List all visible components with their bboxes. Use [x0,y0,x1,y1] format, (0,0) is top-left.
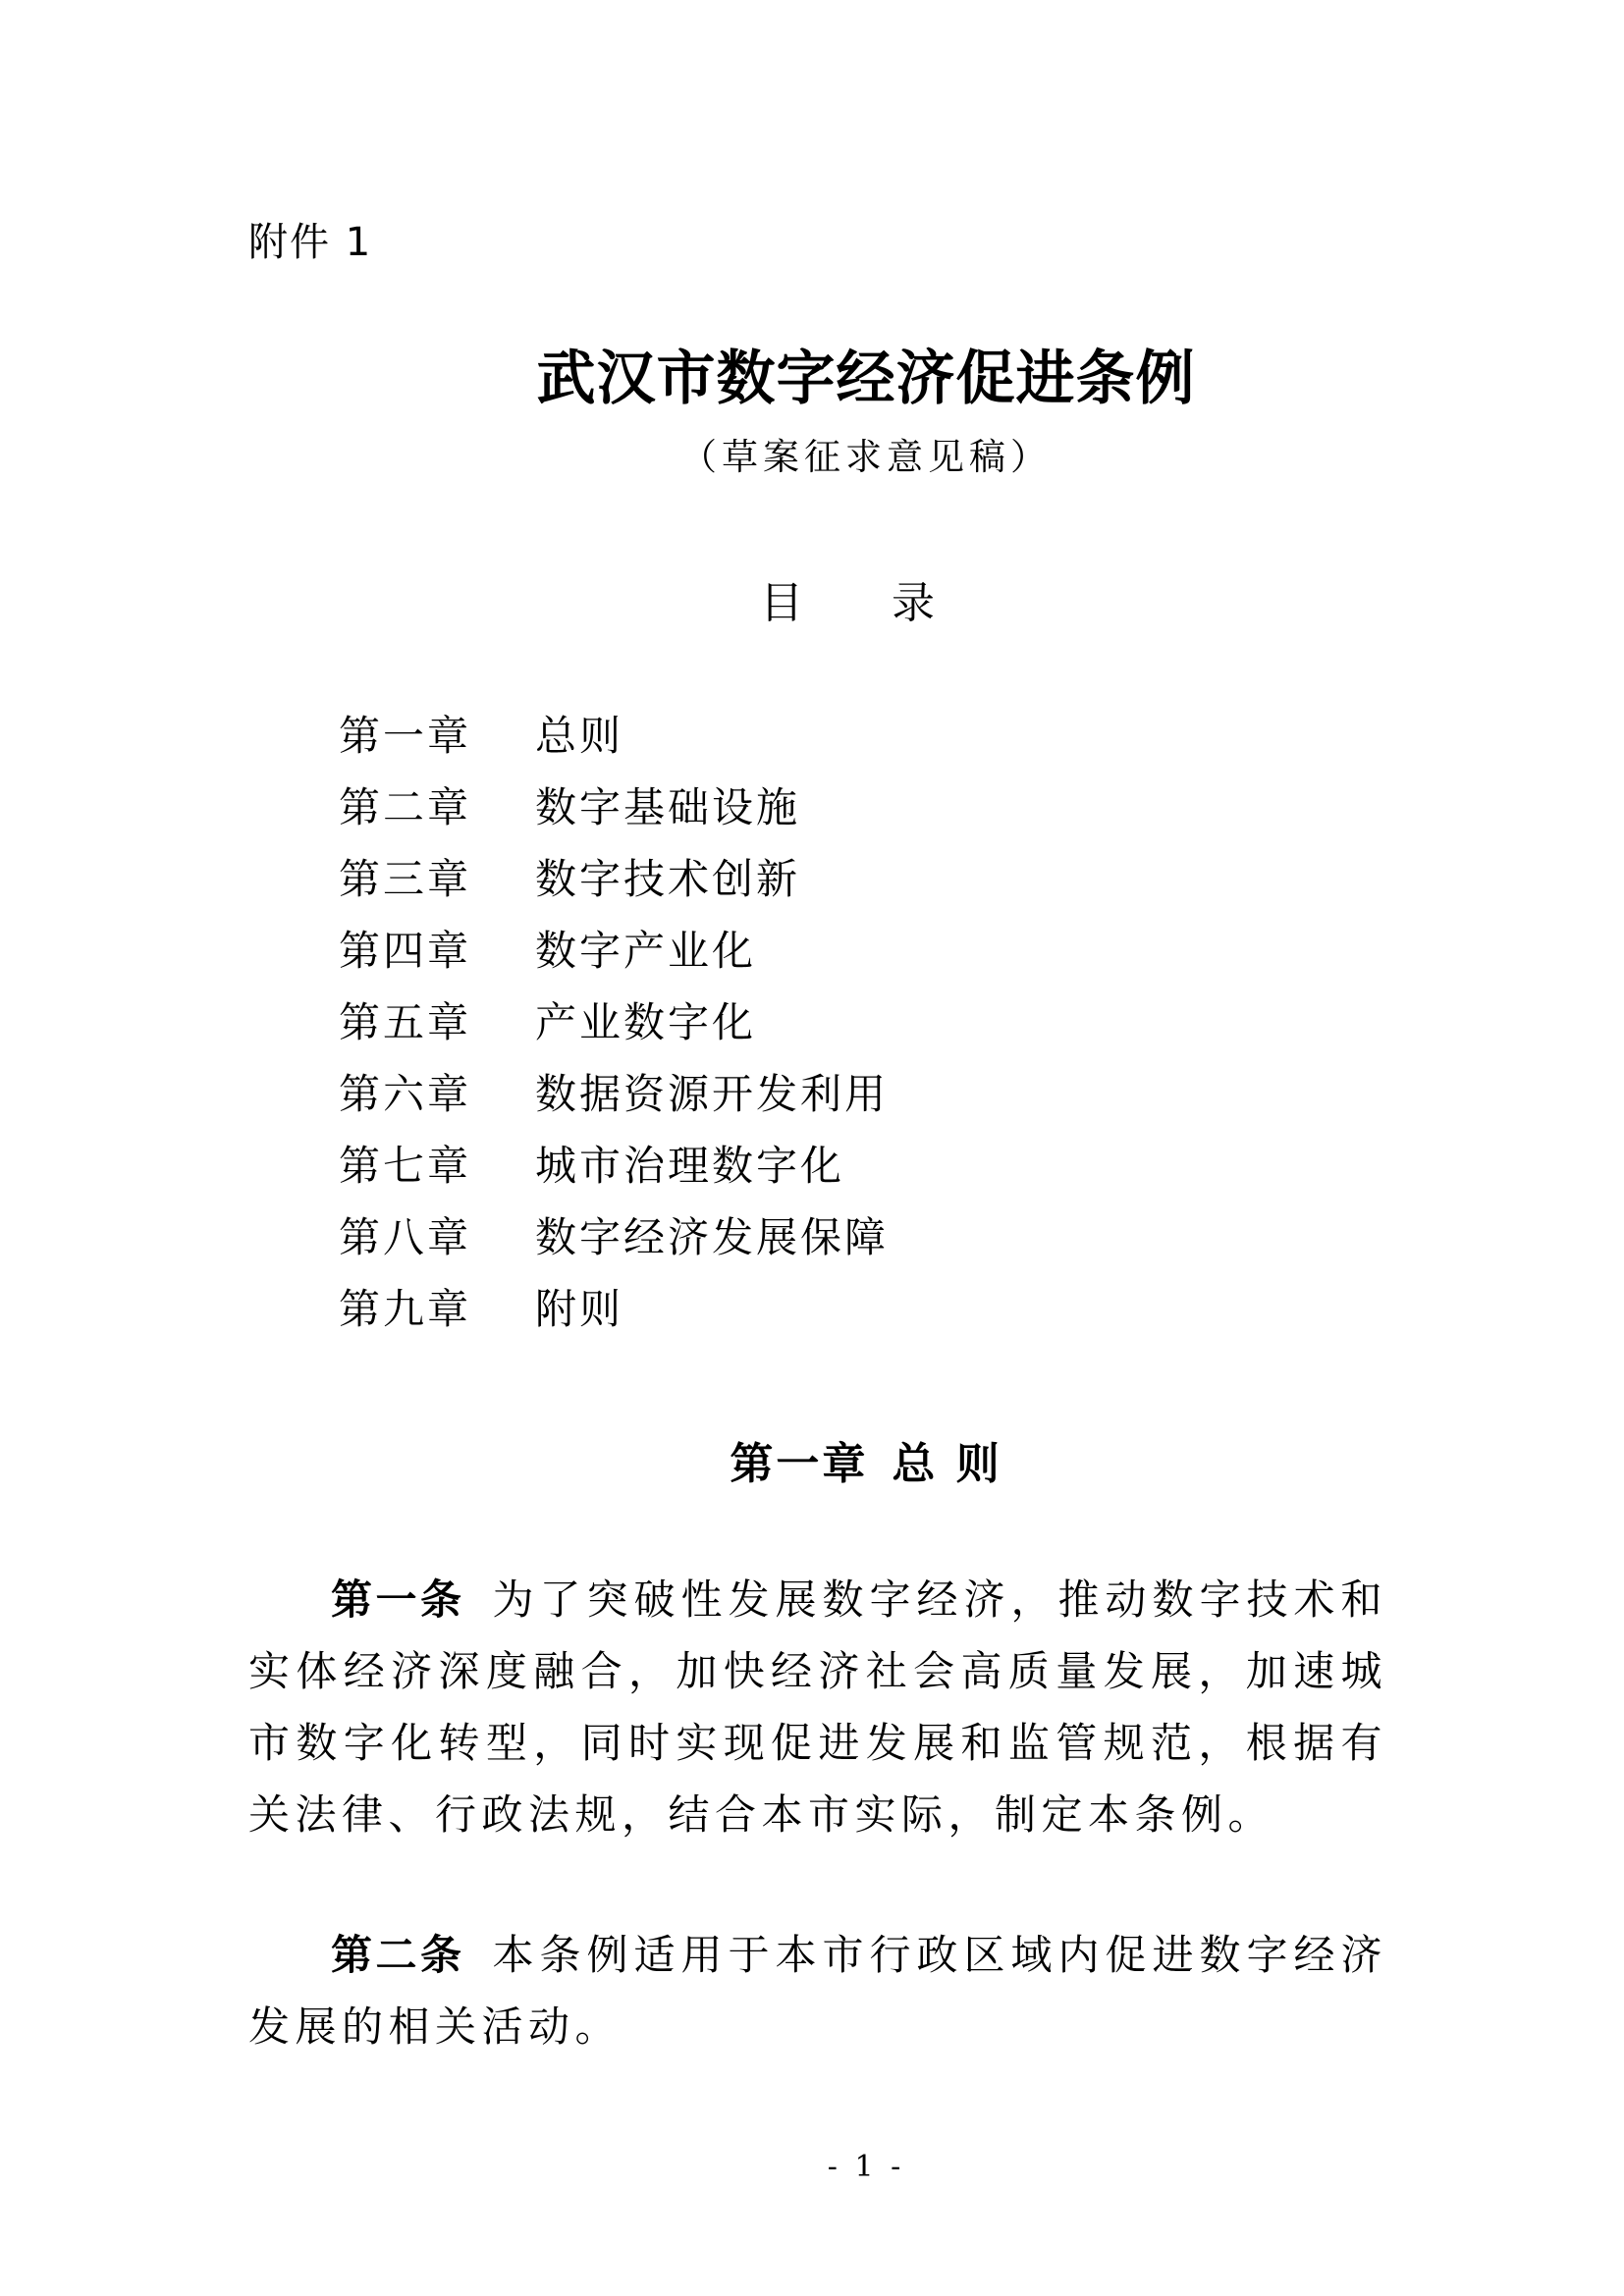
chapter-number: 第一章 [730,1439,869,1489]
toc-chapter-name: 数据资源开发利用 [535,1070,890,1118]
chapter-name: 总 则 [892,1439,1002,1489]
toc-item [339,1210,889,1282]
document-title: 武汉市数字经济促进条例 [536,345,1196,413]
toc-chapter-name: 数字技术创新 [535,855,801,903]
toc-chapter-number: 第一章 [339,712,472,760]
article-text: 为了突破性发展数字经济，推动数字技术和实体经济深度融合，加快经济社会高质量发展，加速城市数字化转型，同时实现促进发展和监管规范，根据有关法律、行政法规，结合本市实际，制定本条例。 [248,1575,1387,1839]
attachment-label: 附件 1 [248,220,373,265]
toc-chapter-name: 附则 [535,1285,624,1333]
toc-heading: 目 录 [760,578,972,628]
toc-chapter-number: 第五章 [339,998,472,1046]
toc-chapter-number: 第四章 [339,927,472,975]
toc-item [339,852,889,924]
table-of-contents [339,709,889,1354]
toc-item [339,1067,889,1139]
page-number: - 1 - [827,2150,905,2184]
toc-item [339,924,889,995]
toc-item [339,709,889,780]
toc-chapter-number: 第七章 [339,1142,472,1190]
toc-chapter-name: 数字产业化 [535,927,757,975]
toc-item [339,780,889,852]
article-text: 本条例适用于本市行政区域内促进数字经济发展的相关活动。 [248,1931,1387,2051]
toc-chapter-number: 第八章 [339,1213,472,1261]
toc-item [339,995,889,1067]
document-subtitle: （草案征求意见稿） [680,436,1052,478]
toc-chapter-number: 第二章 [339,783,472,831]
toc-chapter-number: 第九章 [339,1285,472,1333]
toc-chapter-name: 产业数字化 [535,998,757,1046]
article-lead: 第一条 [331,1575,465,1624]
toc-chapter-name: 数字基础设施 [535,783,801,831]
toc-chapter-number: 第六章 [339,1070,472,1118]
article-paragraph [248,1564,1387,1850]
article-paragraph [248,1919,1387,2062]
toc-item [339,1139,889,1210]
chapter-heading [0,1428,1624,1491]
toc-chapter-name: 数字经济发展保障 [535,1213,890,1261]
toc-chapter-name: 城市治理数字化 [535,1142,845,1190]
toc-chapter-name: 总则 [535,712,624,760]
toc-chapter-number: 第三章 [339,855,472,903]
article-lead: 第二条 [331,1931,465,1979]
toc-item [339,1282,889,1354]
